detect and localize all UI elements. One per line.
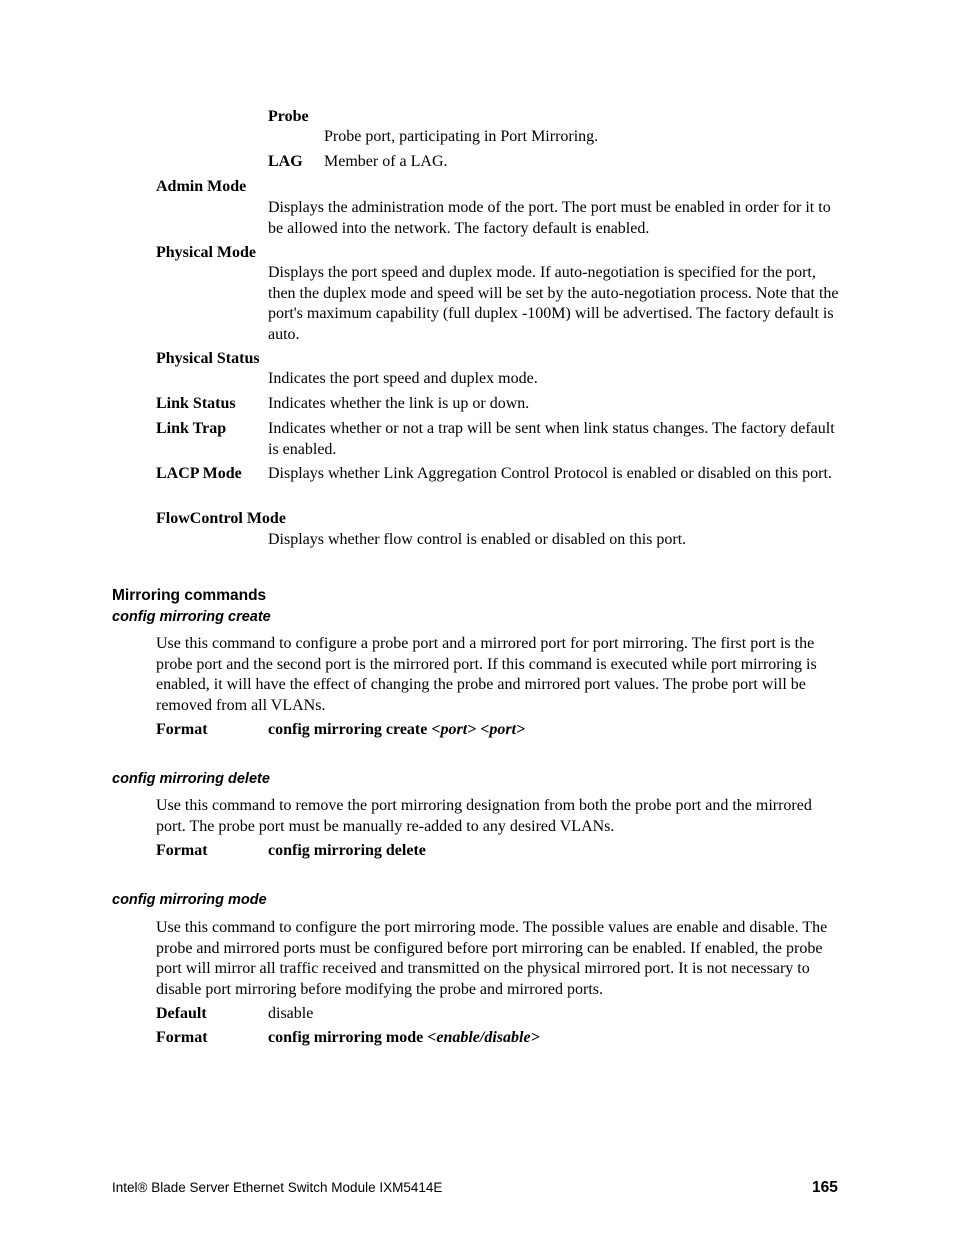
format-command: config mirroring create [268, 721, 432, 738]
default-value-mode: disable [268, 1005, 314, 1022]
desc-lacp-mode: Displays whether Link Aggregation Control Protocol is enabled or disabled on this port. [268, 465, 832, 482]
command-desc-mode: Use this command to configure the port mirroring mode. The possible values are enable and disable. The probe and mirrored ports must be configured before port mirroring can be enabled. If enabled, the probe port will mirror all traffic received and transmitted on the physical mirrored port. It is not necessary to disable port mirroring before modifying the probe and mirrored ports. [156, 919, 828, 998]
format-label-mode: Format [156, 1029, 208, 1046]
command-desc-create: Use this command to configure a probe port and a mirrored port for port mirroring. The first port is the probe port and the second port is the mirrored port. If this command is executed while port mirroring is enabled, it will have the effect of changing the probe and mirrored port values. The probe port will be removed from all VLANs. [156, 635, 817, 714]
desc-admin-mode: Displays the administration mode of the port. The port must be enabled in order for it to be allowed into the network. The factory default is enabled. [268, 199, 831, 237]
footer-title: Intel® Blade Server Ethernet Switch Module IXM5414E [112, 1180, 443, 1195]
page-number: 165 [812, 1179, 838, 1196]
term-lacp-mode: LACP Mode [156, 465, 242, 482]
term-link-status: Link Status [156, 395, 236, 412]
format-syntax-mode [268, 1028, 540, 1049]
term-admin-mode: Admin Mode [156, 178, 247, 195]
command-heading-create: config mirroring create [112, 609, 271, 625]
term-flowcontrol-mode: FlowControl Mode [156, 510, 286, 527]
desc-lag: Member of a LAG. [324, 153, 448, 170]
desc-physical-mode: Displays the port speed and duplex mode. If auto-negotiation is specified for the port, then the duplex mode and speed will be set by the auto-negotiation process. Note that the port's maximum capability (full duplex -100M) will be advertised. The factory default is auto. [268, 264, 839, 343]
term-physical-status: Physical Status [156, 350, 260, 367]
format-label-delete: Format [156, 842, 208, 859]
desc-link-status: Indicates whether the link is up or down. [268, 395, 530, 412]
section-title: Mirroring commands [112, 587, 267, 604]
desc-link-trap: Indicates whether or not a trap will be sent when link status changes. The factory default is enabled. [268, 420, 835, 458]
desc-physical-status: Indicates the port speed and duplex mode. [268, 370, 538, 387]
default-label-mode: Default [156, 1005, 207, 1022]
format-label-create: Format [156, 721, 208, 738]
command-desc-delete: Use this command to remove the port mirroring designation from both the probe port and the mirrored port. The probe port must be manually re-added to any desired VLANs. [156, 797, 812, 835]
term-lag: LAG [268, 153, 303, 170]
term-physical-mode: Physical Mode [156, 244, 256, 261]
term-link-trap: Link Trap [156, 420, 227, 437]
format-arg-port-2: <port> [480, 721, 526, 738]
format-syntax-create [268, 720, 525, 741]
format-arg-enable-disable: <enable/disable> [427, 1029, 540, 1046]
format-syntax-delete: config mirroring delete [268, 842, 426, 859]
desc-flowcontrol-mode: Displays whether flow control is enabled or disabled on this port. [268, 531, 687, 548]
format-command: config mirroring mode [268, 1029, 428, 1046]
format-arg-port-1: <port> [431, 721, 477, 738]
term-probe: Probe [268, 108, 309, 125]
desc-probe: Probe port, participating in Port Mirroring. [324, 128, 599, 145]
command-heading-mode: config mirroring mode [112, 892, 267, 908]
command-heading-delete: config mirroring delete [112, 771, 270, 787]
